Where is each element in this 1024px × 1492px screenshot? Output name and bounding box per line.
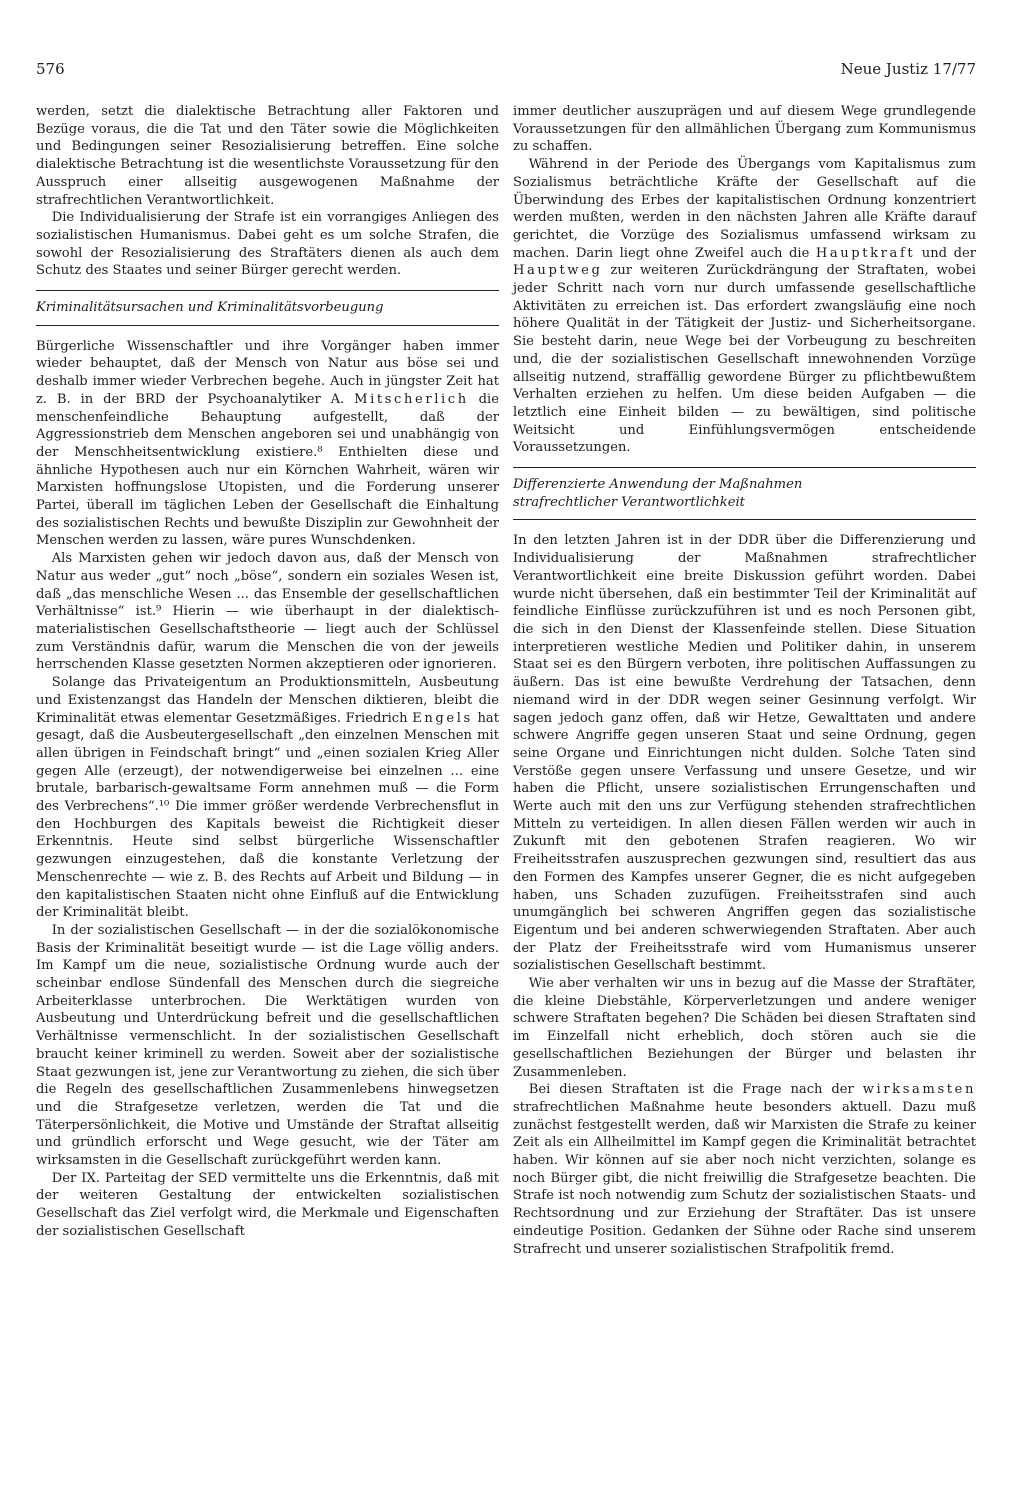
paragraph: Während in der Periode des Übergangs vom Kapitalismus zum Sozialismus beträchtliche Kräfte der Gesellschaft auf die Überwindung des Erbes der kapitalistischen Ordnung konzentriert werden mußten, werden in den nächsten Jahren alle Kräfte darauf gerichtet, die Vorzüge des Sozialismus umfassend wirksam zu machen. Darin liegt ohne Zweifel auch die Hauptkraft und der Hauptweg zur weiteren Zurückdrängung der Straftaten, wobei jeder Schritt nach vorn nur durch umfassende gesellschaftliche Aktivitäten zu erreichen ist. Das erfordert zwangsläufig eine noch höhere Qualität in der Tätigkeit der Justiz- und Sicherheitsorgane. Sie besteht darin, neue Wege bei der Vorbeugung zu beschreiten und, die der sozialistischen Gesellschaft innewohnenden Vorzüge allseitig nutzend, straffällig gewordene Bürger zu pflichtbewußtem Verhalten erziehen zu helfen. Um diese beiden Aufgaben — die letztlich eine Einheit bilden — zu bewältigen, sind politische Weitsicht und Einfühlungsvermögen entscheidende Voraussetzungen.: [513, 157, 976, 456]
section-heading-block: [513, 467, 976, 520]
right-column: [513, 103, 976, 1258]
divider: [36, 290, 499, 291]
page-number: 576: [36, 60, 65, 78]
paragraph: werden, setzt die dialektische Betrachtung aller Faktoren und Bezüge voraus, die die Tat und den Täter sowie die Möglichkeiten und Bedingungen seiner Resozialisierung betreffen. Eine solche dialektische Betrachtung ist die wesentlichste Voraussetzung für den Ausspruch einer allseitig ausgewogenen Maßnahme der strafrechtlichen Verantwortlichkeit.: [36, 104, 499, 208]
paragraph: Wie aber verhalten wir uns in bezug auf die Masse der Straftäter, die kleine Diebstähle, Körperverletzungen und andere weniger schwere Straftaten begehen? Die Schäden bei diesen Straftaten sind im Einzelfall nicht erheblich, doch stören auch sie die gesellschaftlichen Beziehungen der Bürger und belasten ihr Zusammenleben.: [513, 976, 976, 1080]
spaced-term: Hauptweg: [513, 263, 603, 279]
spaced-term: wirksamsten: [862, 1082, 977, 1098]
paragraph: In der sozialistischen Gesellschaft — in der die sozialökonomische Basis der Kriminalität beseitigt wurde — ist die Lage völlig anders. Im Kampf um die neue, sozialistische Ordnung wurde auch der scheinbar endlose Sündenfall des Menschen durch die siegreiche Arbeiterklasse unterbrochen. Die Werktätigen wurden von Ausbeutung und Unterdrückung befreit und die gesellschaftlichen Verhältnisse vermenschlicht. In der sozialistischen Gesellschaft braucht keiner kriminell zu werden. Soweit aber der sozialistische Staat gezwungen ist, jene zur Verantwortung zu ziehen, die sich über die Regeln des gesellschaftlichen Zusammenlebens hinwegsetzen und die Strafgesetze verletzen, werden die Tat und die Täterpersönlichkeit, die Motive und Umstände der Straftat allseitig und gründlich erforscht und Wege gesucht, wie der Täter am wirksamsten in die Gesellschaft zurückgeführt werden kann.: [36, 922, 499, 1169]
divider: [36, 325, 499, 326]
spaced-term: Hauptkraft: [815, 245, 916, 261]
divider: [513, 519, 976, 520]
left-column: [36, 103, 499, 1241]
section-heading: Kriminalitätsursachen und Kriminalitätsvorbeugung: [36, 300, 384, 316]
page-header: [36, 60, 976, 82]
journal-issue: Neue Justiz 17/77: [840, 60, 976, 78]
paragraph: Der IX. Parteitag der SED vermittelte uns die Erkenntnis, daß mit der weiteren Gestaltung der entwickelten sozialistischen Gesellschaft das Ziel verfolgt wird, die Merkmale und Eigenschaften der sozialistischen Gesellschaft: [36, 1170, 499, 1239]
divider: [513, 467, 976, 468]
paragraph: Bürgerliche Wissenschaftler und ihre Vorgänger haben immer wieder behauptet, daß der Mensch von Natur aus böse sei und deshalb immer wieder Verbrechen begehe. Auch in jüngster Zeit hat z. B. in der BRD der Psychoanalytiker A. Mitscherlich die menschenfeindliche Behauptung aufgestellt, daß der Aggressionstrieb dem Menschen angeboren sei und unabhängig von der Menschheitsentwicklung existiere.⁸ Enthielten diese und ähnliche Hypothesen auch nur ein Körnchen Wahrheit, wären wir Marxisten hoffnungslose Utopisten, und die Forderung unserer Partei, überall im täglichen Leben der Gesellschaft die Einhaltung des sozialistischen Rechts und bewußte Disziplin zur Gewohnheit der Menschen werden zu lassen, wäre pures Wunschdenken.: [36, 338, 499, 549]
paragraph: In den letzten Jahren ist in der DDR über die Differenzierung und Individualisierung der Maßnahmen strafrechtlicher Verantwortlichkeit eine breite Diskussion geführt worden. Dabei wurde nicht übersehen, daß ein bestimmter Teil der Kriminalität auf feindliche Einflüsse zurückzuführen ist und es noch Personen gibt, die sich in den Dienst der Klassenfeinde stellen. Diese Situation interpretieren westliche Medien und Politiker dahin, in unserem Staat sei es den Bürgern verboten, ihre politischen Auffassungen zu äußern. Das ist eine bewußte Verdrehung der Tatsachen, denn niemand wird in der DDR wegen seiner Gesinnung verfolgt. Wir sagen jedoch ganz offen, daß wir Hetze, Gewalttaten und andere schwere Angriffe gegen unseren Staat und seine Ordnung, gegen seine Organe und Einrichtungen nicht dulden. Solche Taten sind Verstöße gegen unsere Verfassung und unsere Gesetze, und wir haben die Pflicht, unsere sozialistischen Errungenschaften und Werte auch mit den uns zur Verfügung stehenden strafrechtlichen Mitteln zu verteidigen. In allen diesen Fällen werden wir auch in Zukunft mit den gebotenen Strafen reagieren. Wo wir Freiheitsstrafen auszusprechen gezwungen sind, resultiert das aus den Formen des Kampfes unserer Gegner, die es nicht aufgegeben haben, uns Schaden zuzufügen. Freiheitsstrafen sind auch unumgänglich bei schweren Angriffen gegen das sozialistische Eigentum und bei anderen schwerwiegenden Straftaten. Aber auch der Platz der Freiheitsstrafe wird vom Humanismus unserer sozialistischen Gesellschaft bestimmt.: [513, 533, 976, 974]
paragraph: immer deutlicher auszuprägen und auf diesem Wege grundlegende Voraussetzungen für den allmählichen Übergang zum Kommunismus zu schaffen.: [513, 104, 976, 155]
spaced-name: Mitscherlich: [354, 391, 469, 407]
spaced-name: Engels: [412, 710, 473, 726]
paragraph: Die Individualisierung der Strafe ist ein vorrangiges Anliegen des sozialistischen Humanismus. Dabei geht es um solche Strafen, die sowohl der Resozialisierung des Straftäters dienen als auch dem Schutz des Staates und seiner Bürger gerecht werden.: [36, 210, 499, 279]
section-heading: Differenzierte Anwendung der Maßnahmen strafrechtlicher Verantwortlichkeit: [513, 477, 803, 510]
paragraph: Bei diesen Straftaten ist die Frage nach der wirksamsten strafrechtlichen Maßnahme heute besonders aktuell. Dazu muß zunächst festgestellt werden, daß wir Marxisten die Strafe zu keiner Zeit als ein Allheilmittel im Kampf gegen die Kriminalität betrachtet haben. Wir können auf sie aber noch nicht verzichten, solange es noch Bürger gibt, die nicht freiwillig die Strafgesetze beachten. Die Strafe ist noch notwendig zum Schutz der sozialistischen Staats- und Rechtsordnung und zur Erziehung der Straftäter. Das ist unsere eindeutige Position. Gedanken der Sühne oder Rache sind unserem Strafrecht und unserer sozialistischen Strafpolitik fremd.: [513, 1082, 977, 1257]
paragraph: Solange das Privateigentum an Produktionsmitteln, Ausbeutung und Existenzangst das Handeln der Menschen diktieren, bleibt die Kriminalität etwas elementar Gesetzmäßiges. Friedrich Engels hat gesagt, daß die Ausbeutergesellschaft „den einzelnen Menschen mit allen übrigen in Feindschaft bringt“ und „einen sozialen Krieg Aller gegen Alle (erzeugt), der notwendigerweise bei einzelnen ... eine brutale, barbarisch-gewaltsame Form annehmen muß — die Form des Verbrechens“.¹⁰ Die immer größer werdende Verbrechensflut in den Hochburgen des Kapitals beweist die Richtigkeit dieser Erkenntnis. Heute sind selbst bürgerliche Wissenschaftler gezwungen einzugestehen, daß die konstante Verletzung der Menschenrechte — wie z. B. des Rechts auf Arbeit und Bildung — in den kapitalistischen Staaten nicht ohne Einfluß auf die Entwicklung der Kriminalität bleibt.: [36, 675, 499, 921]
section-heading-block: [36, 290, 499, 326]
paragraph: Als Marxisten gehen wir jedoch davon aus, daß der Mensch von Natur aus weder „gut“ noch „böse“, sondern ein soziales Wesen ist, daß „das menschliche Wesen ... das Ensemble der gesellschaftlichen Verhältnisse“ ist.⁹ Hierin — wie überhaupt in der dialektisch-materialistischen Gesellschaftstheorie — liegt auch der Schlüssel zum Verständnis dafür, warum die Menschen die von der jeweils herrschenden Klasse gesetzten Normen akzeptieren oder ignorieren.: [36, 551, 499, 673]
